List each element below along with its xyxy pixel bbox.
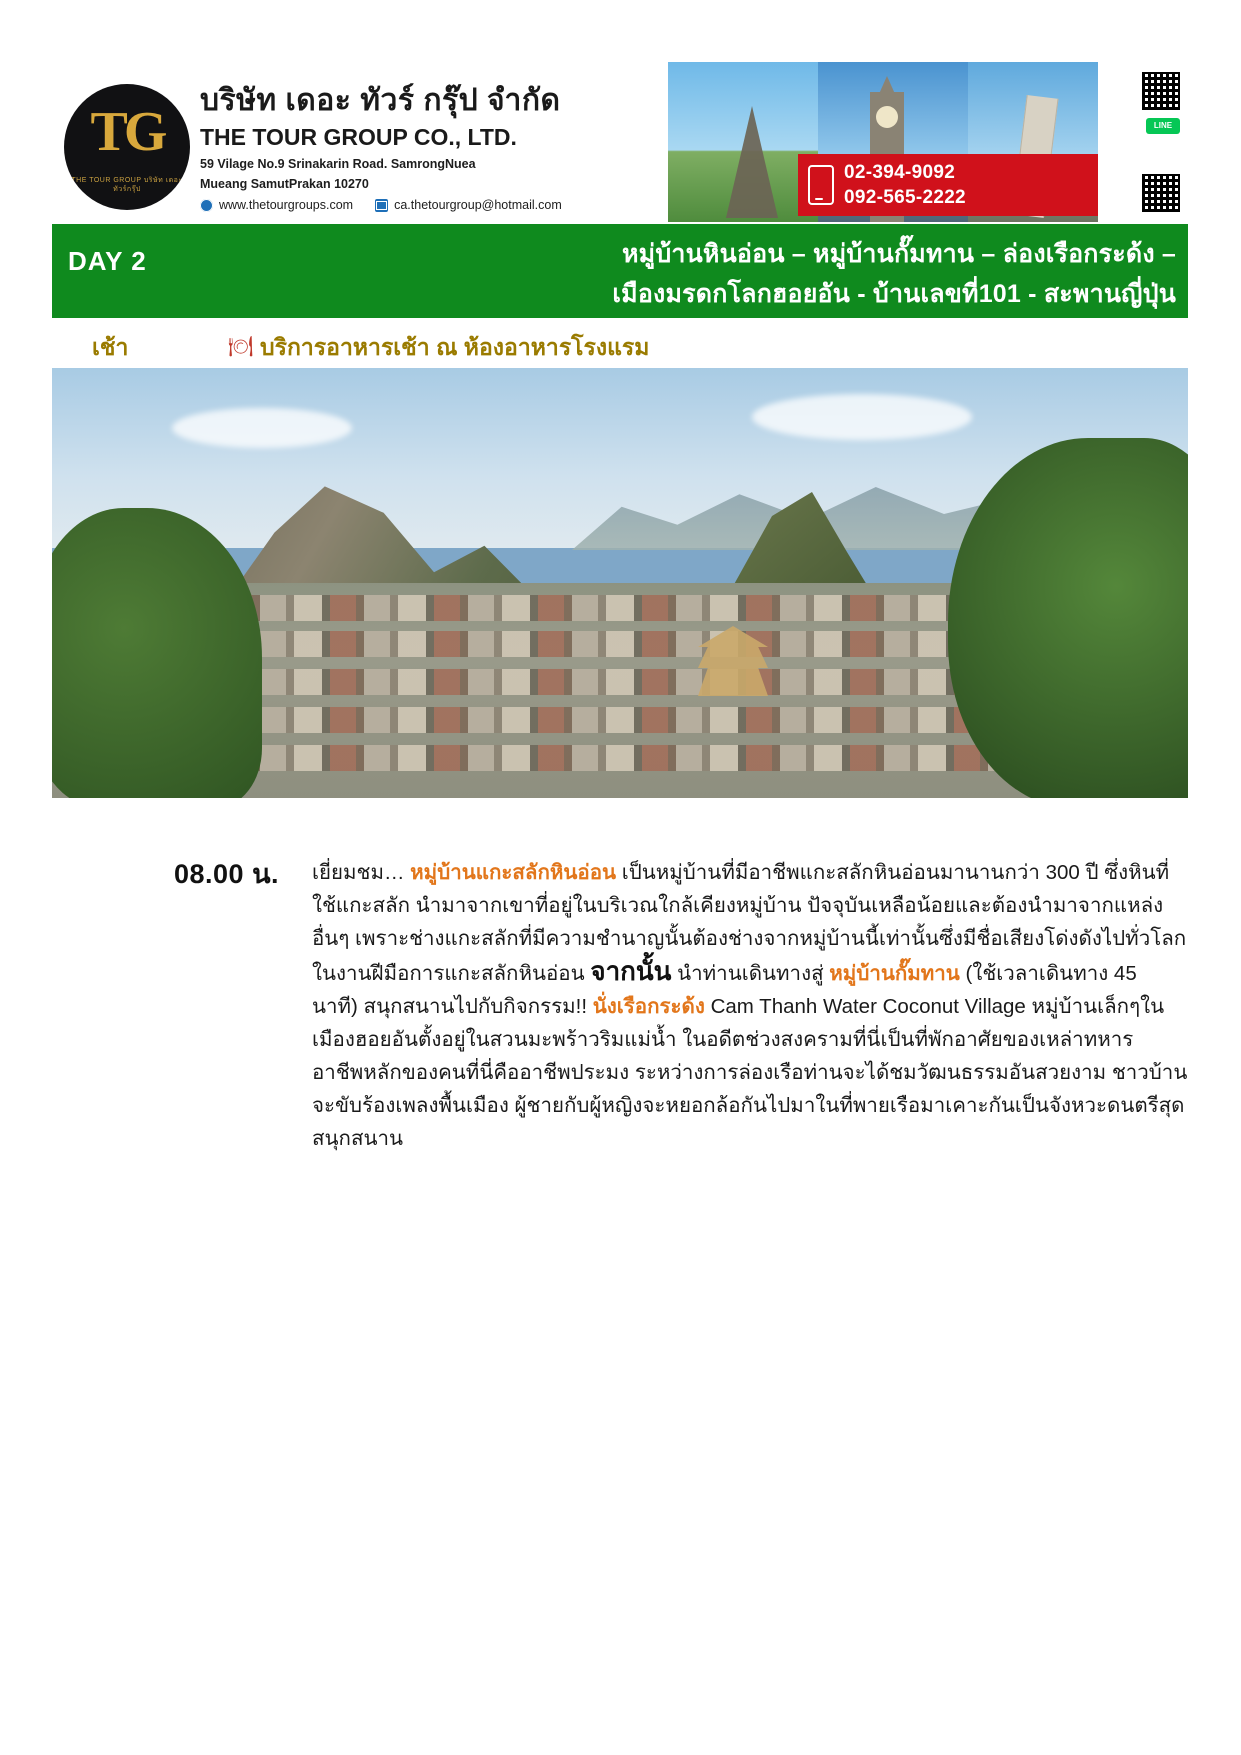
paragraph2-b: (ใช้เวลาเดินทาง 45 นาที) สนุกสนานไปกับกิจกรรม!! [312, 962, 1137, 1018]
meal-row [52, 326, 1188, 370]
mail-icon [375, 199, 388, 212]
day-route-line2: เมืองมรดกโลกฮอยอัน - บ้านเลขที่101 - สะพานญี่ปุ่น [612, 280, 1176, 308]
paragraph2-lead-bold: จากนั้น [590, 956, 672, 986]
phone-number-1[interactable]: 02-394-9092 [844, 162, 956, 183]
paragraph1-highlight: หมู่บ้านแกะสลักหินอ่อน [410, 861, 617, 884]
itinerary-paragraphs [312, 856, 1188, 1155]
qr-code-icon-bottom[interactable] [1140, 172, 1182, 214]
paragraph1-lead: เยี่ยมชม… [312, 861, 411, 884]
company-name-en: THE TOUR GROUP CO., LTD. [200, 124, 517, 150]
phone-numbers [844, 160, 966, 210]
letterhead [52, 62, 1188, 222]
phone-number-2[interactable]: 092-565-2222 [844, 187, 966, 208]
meal-time-label: เช้า [92, 334, 129, 360]
day-header-bar [52, 224, 1188, 318]
paragraph2-highlight-1: หมู่บ้านกั๊มทาน [829, 962, 960, 985]
eiffel-tower-icon [726, 106, 778, 218]
paragraph2-highlight-2: นั่งเรือกระด้ง [592, 995, 705, 1018]
paragraph2-c: Cam Thanh Water Coconut Village หมู่บ้านเล็กๆในเมืองฮอยอันตั้งอยู่ในสวนมะพร้าวริมแม่น้ำ ในอดีตช่วงสงครามที่นี่เป็นที่พักอาศัยของเหล่าทหาร อาชีพหลักของคนที่นี่คืออาชีพประมง ระหว่างการล่องเรือท่านจะได้ชมวัฒนธรรมอันสวยงาม ชาวบ้านจะขับร้องเพลงพื้นเมือง ผู้ชายกับผู้หญิงจะหยอกล้อกันไปมาในที่พายเรือมาเคาะกันเป็นจังหวะดนตรีสุดสนุกสนาน [312, 995, 1188, 1150]
company-logo [64, 84, 190, 210]
banner-photo-eiffel [668, 62, 818, 222]
logo-circle [64, 84, 190, 210]
company-email[interactable]: ca.thetourgroup@hotmail.com [394, 198, 562, 212]
logo-monogram: TG [90, 101, 164, 163]
photo-cloud [752, 394, 972, 440]
company-contact-row [200, 198, 680, 212]
meal-description: บริการอาหารเช้า ณ ห้องอาหารโรงแรม [260, 334, 650, 360]
meal-icon: 🍽 [228, 336, 254, 358]
paragraph1-rest: เป็นหมู่บ้านที่มีอาชีพแกะสลักหินอ่อนมานานกว่า 300 ปี ซึ่งหินที่ใช้แกะสลัก นำมาจากเขาที่อยู่ในบริเวณใกล้เคียงหมู่บ้าน ปัจจุบันเหลือน้อยและต้องนำมาจากแหล่งอื่นๆ เพราะช่างแกะสลักที่มีความชำนาญนั้นต้องช่างจากหมู่บ้านนี้เท่านั้นซึ่งมีชื่อเสียงโด่งดังไปทั่วโลกในงานฝีมือการแกะสลักหินอ่อน [312, 861, 1187, 985]
header-banner [668, 62, 1188, 222]
day-route [352, 234, 1176, 314]
company-name-th: บริษัท เดอะ ทัวร์ กรุ๊ป จำกัด [200, 84, 561, 117]
phone-band [798, 154, 1098, 216]
company-address-line2: Mueang SamutPrakan 10270 [200, 177, 369, 191]
company-address-line1: 59 Vilage No.9 Srinakarin Road. SamrongNuea [200, 157, 476, 171]
qr-code-icon-top[interactable] [1140, 70, 1182, 112]
destination-photo [52, 368, 1188, 798]
logo-subtext: THE TOUR GROUP บริษัท เดอะ ทัวร์กรุ๊ป [71, 177, 183, 193]
company-info [200, 82, 680, 212]
paragraph2-a: นำท่านเดินทางสู่ [671, 962, 830, 985]
photo-foliage-left [52, 508, 262, 798]
phone-icon [808, 165, 834, 205]
line-badge: LINE [1146, 118, 1180, 134]
photo-cloud [172, 408, 352, 448]
globe-icon [200, 199, 213, 212]
itinerary-time: 08.00 น. [174, 859, 280, 889]
day-route-line1: หมู่บ้านหินอ่อน – หมู่บ้านกั๊มทาน – ล่องเรือกระด้ง – [621, 240, 1176, 268]
banner-qr-panel [1098, 62, 1188, 222]
company-website[interactable]: www.thetourgroups.com [219, 198, 354, 212]
day-label: DAY 2 [68, 246, 147, 276]
